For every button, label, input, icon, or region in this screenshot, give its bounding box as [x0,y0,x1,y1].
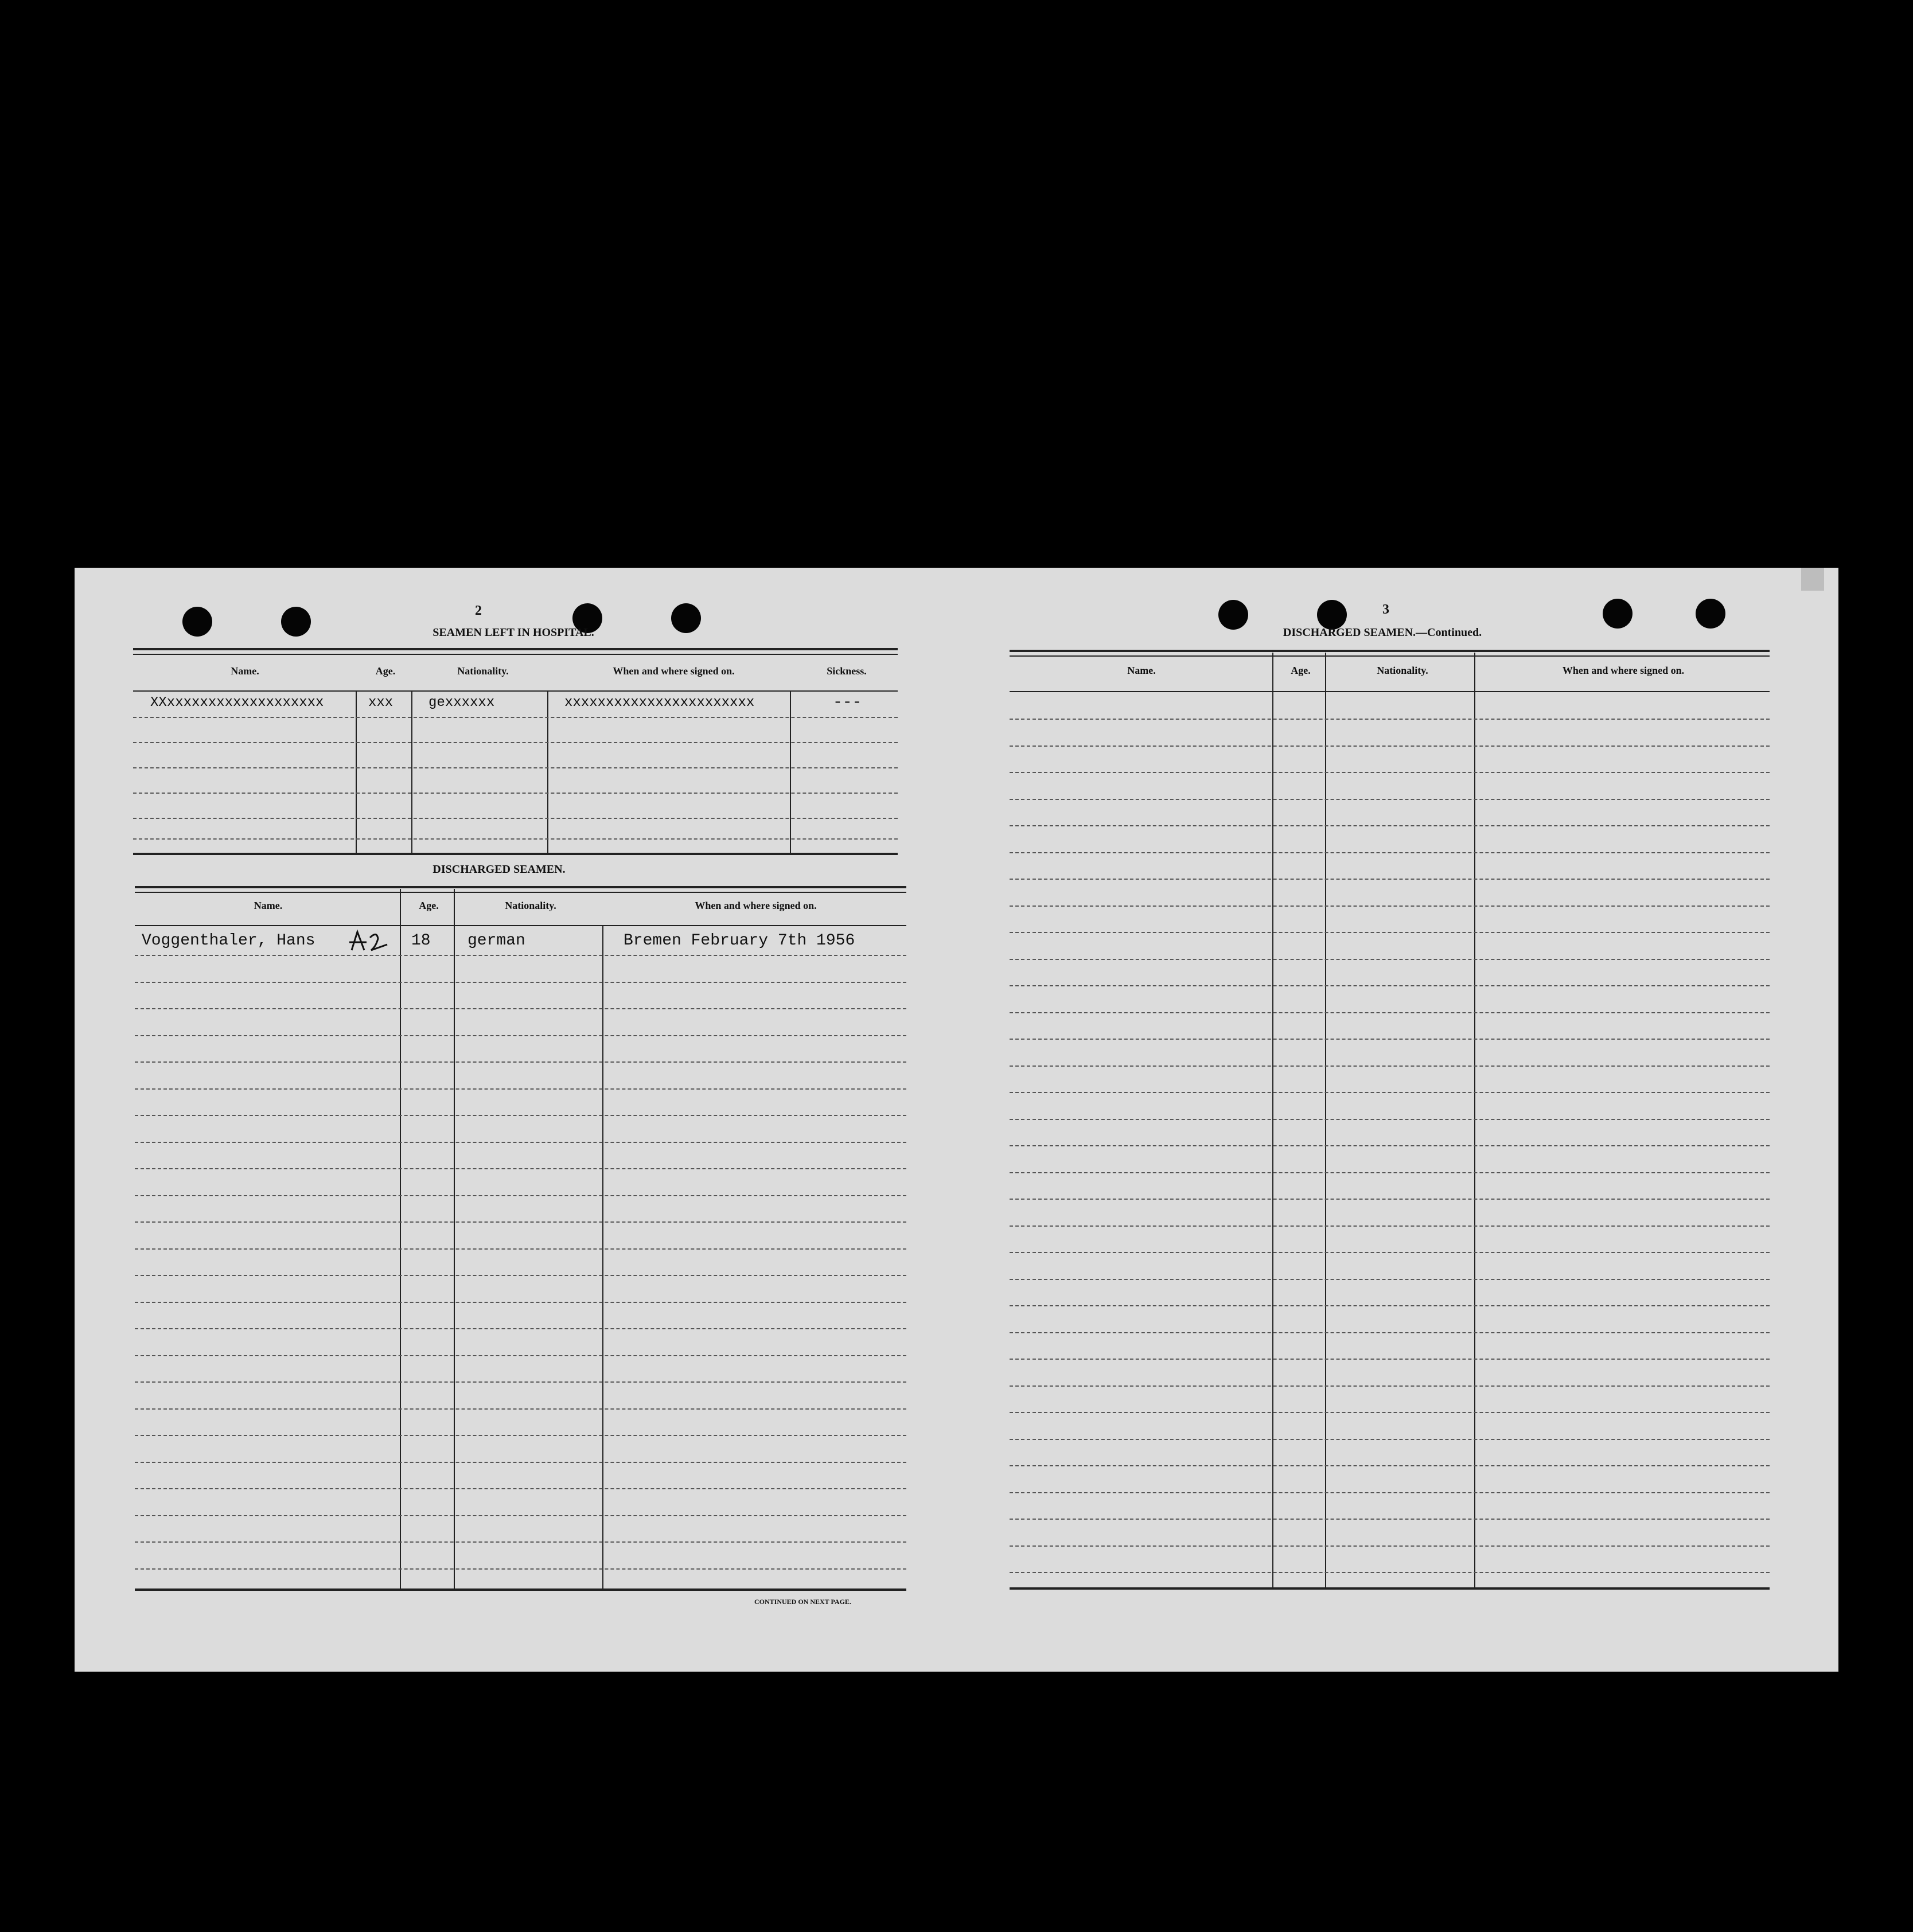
hospital-table [133,648,898,857]
hospital-header-name: Name. [231,665,259,677]
table-row [1010,959,1770,960]
table-row [1010,932,1770,933]
table-row [1010,1279,1770,1280]
right-header-name: Name. [1127,665,1156,676]
table-row [1010,1412,1770,1413]
table-row [135,955,906,956]
table-row [135,1248,906,1250]
table-row [1010,1172,1770,1173]
handwritten-mark [347,927,393,956]
discharged-row1-age: 18 [411,932,431,950]
hospital-section-title: SEAMEN LEFT IN HOSPITAL. [433,626,594,639]
table-row [135,1035,906,1036]
discharged-table-right [1010,650,1770,1592]
hospital-row1-signed-on: xxxxxxxxxxxxxxxxxxxxxxx [564,695,755,711]
table-row [1010,879,1770,880]
right-header-signed-on: When and where signed on. [1562,665,1685,676]
punch-hole [1696,599,1725,629]
discharged-table-left [135,886,906,1591]
table-row [135,1061,906,1063]
discharged-section-title: DISCHARGED SEAMEN. [433,863,566,876]
discharged-row1-name: Voggenthaler, Hans [142,932,315,950]
table-row [1010,1039,1770,1040]
hospital-row1-name: XXxxxxxxxxxxxxxxxxxxx [150,695,324,711]
continued-note: CONTINUED ON NEXT PAGE. [754,1598,851,1606]
table-row [135,1488,906,1489]
table-row [1010,852,1770,853]
table-row [1010,1439,1770,1440]
punch-hole [182,607,212,637]
table-row [135,1515,906,1516]
punch-hole [281,607,311,637]
hospital-row1-sickness: --- [833,694,862,712]
table-row [135,1328,906,1329]
table-row [1010,1332,1770,1333]
table-row [1010,985,1770,986]
table-row [1010,1012,1770,1013]
table-row [1010,1145,1770,1146]
discharged-header-signed-on: When and where signed on. [695,900,817,911]
table-row [1010,799,1770,800]
table-row [1010,1465,1770,1466]
discharged-continued-title: DISCHARGED SEAMEN.—Continued. [1283,626,1482,639]
discharged-header-age: Age. [419,900,439,911]
table-row [1010,1385,1770,1387]
table-row [135,1088,906,1090]
table-row [135,1408,906,1410]
table-row [135,1355,906,1356]
table-row [1010,1545,1770,1547]
table-row [1010,1572,1770,1573]
table-row [1010,1225,1770,1227]
table-row [135,1195,906,1196]
table-row [135,1435,906,1436]
table-row [1010,1092,1770,1093]
table-row [1010,1305,1770,1306]
table-row [135,1381,906,1383]
table-row [135,1541,906,1543]
table-row [135,1168,906,1169]
table-row [1010,1065,1770,1067]
table-row [1010,746,1770,747]
right-header-nationality: Nationality. [1377,665,1428,676]
table-row [135,1142,906,1143]
table-row [135,1008,906,1009]
hospital-header-signed-on: When and where signed on. [613,665,735,677]
table-row [135,982,906,983]
hospital-header-age: Age. [375,665,396,677]
table-row [1010,1252,1770,1253]
hospital-header-nationality: Nationality. [457,665,509,677]
table-row [135,1302,906,1303]
table-row [1010,1359,1770,1360]
punch-hole [1603,599,1633,629]
hospital-row1-nationality: gexxxxxx [428,695,495,711]
hospital-row1-age: xxx [368,695,393,711]
table-row [1010,1199,1770,1200]
page-number-right: 3 [1382,602,1389,617]
table-row [1010,1519,1770,1520]
punch-hole [1317,600,1347,630]
table-row [1010,825,1770,826]
table-row [1010,1492,1770,1493]
discharged-header-nationality: Nationality. [505,900,556,911]
table-row [135,1115,906,1116]
table-row [135,1462,906,1463]
table-row [135,1275,906,1276]
table-row [1010,719,1770,720]
table-row [135,1221,906,1223]
table-row [1010,1119,1770,1120]
page-number-left: 2 [475,603,482,618]
folded-corner [1801,568,1824,591]
punch-hole [671,603,701,633]
hospital-header-sickness: Sickness. [827,665,867,677]
right-header-age: Age. [1291,665,1311,676]
discharged-row1-signed-on: Bremen February 7th 1956 [624,932,855,950]
table-row [135,1568,906,1570]
punch-hole [1218,600,1248,630]
discharged-header-name: Name. [254,900,283,911]
discharged-row1-nationality: german [467,932,525,950]
table-row [1010,772,1770,773]
table-row [1010,905,1770,907]
